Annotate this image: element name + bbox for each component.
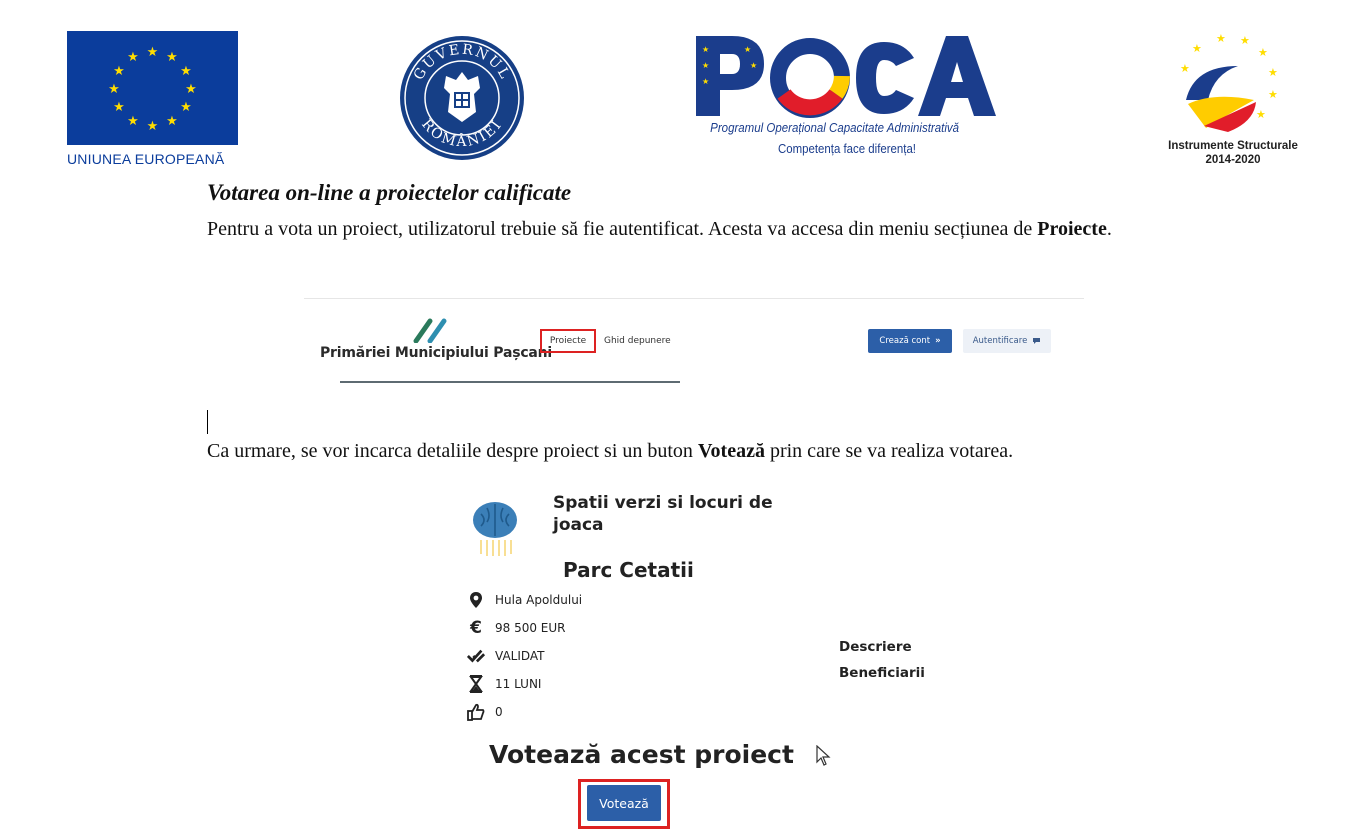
is-logo-line2: 2014-2020 <box>1205 154 1261 166</box>
svg-text:★: ★ <box>146 45 159 60</box>
project-location <box>467 591 582 609</box>
paragraph-bold-term: Votează <box>697 440 765 462</box>
duration-value: 11 LUNI <box>495 677 542 691</box>
euro-icon: € <box>470 618 482 638</box>
tab-descriere[interactable]: Descriere <box>839 639 912 655</box>
create-account-label: Crează cont <box>879 336 931 346</box>
svg-text:★: ★ <box>702 77 710 86</box>
is-logo-line1: Instrumente Structurale <box>1168 140 1298 152</box>
vote-button[interactable]: Votează <box>587 785 661 821</box>
svg-text:★: ★ <box>702 61 710 70</box>
svg-text:★: ★ <box>180 100 192 115</box>
svg-text:★: ★ <box>1258 46 1268 59</box>
text-cursor <box>207 410 208 434</box>
chat-icon <box>1032 337 1041 345</box>
paragraph-text: . <box>1106 218 1112 240</box>
svg-text:★: ★ <box>1268 88 1278 101</box>
create-account-button[interactable] <box>868 329 952 353</box>
login-button[interactable] <box>963 329 1051 353</box>
svg-text:★: ★ <box>1256 108 1266 121</box>
svg-text:★: ★ <box>1268 66 1278 79</box>
nav-link-ghid-depunere[interactable]: Ghid depunere <box>604 336 671 346</box>
svg-text:★: ★ <box>127 50 139 65</box>
project-card-screenshot <box>455 482 925 840</box>
section-heading: Votarea on-line a proiectelor calificate <box>207 180 572 205</box>
project-category: Spatii verzi si locuri de joaca <box>553 493 773 535</box>
government-seal-logo <box>398 34 526 162</box>
map-pin-icon <box>467 591 485 609</box>
instrumente-structurale-logo <box>1158 30 1308 168</box>
svg-text:GUVERNUL: GUVERNUL <box>410 41 514 83</box>
project-budget <box>467 619 566 637</box>
divider <box>340 381 680 383</box>
location-value: Hula Apoldului <box>495 593 583 607</box>
tab-beneficiarii[interactable]: Beneficiarii <box>839 665 925 681</box>
svg-text:★: ★ <box>180 64 192 79</box>
project-votes <box>467 703 503 721</box>
paragraph-text: Ca urmare, se vor incarca detaliile despre proiect si un buton <box>207 440 698 462</box>
svg-text:★: ★ <box>146 119 159 134</box>
paragraph-bold-term: Proiecte <box>1037 218 1107 240</box>
eu-stars-icon <box>67 31 238 145</box>
eu-flag-logo <box>67 31 238 145</box>
site-navbar-screenshot <box>304 298 1084 388</box>
site-logo-icon <box>412 317 452 343</box>
poca-logo <box>692 28 1002 168</box>
hourglass-icon <box>467 675 485 693</box>
site-name: Primăriei Municipiului Pașcani <box>320 345 553 361</box>
svg-text:★: ★ <box>744 45 752 54</box>
svg-text:★: ★ <box>113 64 125 79</box>
nav-link-proiecte[interactable] <box>540 329 596 353</box>
paragraph-text: prin care se va realiza votarea. <box>764 440 1014 462</box>
svg-text:★: ★ <box>1240 34 1250 47</box>
svg-text:★: ★ <box>166 50 178 65</box>
project-duration <box>467 675 541 693</box>
status-value: VALIDAT <box>495 649 545 663</box>
svg-text:★: ★ <box>702 45 710 54</box>
brain-icon <box>467 496 523 558</box>
votes-value: 0 <box>495 705 503 719</box>
svg-text:★: ★ <box>750 61 758 70</box>
svg-text:★: ★ <box>113 100 125 115</box>
thumbs-up-icon <box>467 703 485 721</box>
svg-text:★: ★ <box>1216 32 1226 45</box>
budget-value: 98 500 EUR <box>495 621 566 635</box>
project-status <box>467 647 545 665</box>
vote-heading: Votează acest proiect <box>489 740 794 769</box>
mouse-pointer-icon <box>816 745 832 767</box>
svg-text:★: ★ <box>166 114 178 129</box>
svg-text:ROMÂNIEI: ROMÂNIEI <box>418 116 506 151</box>
nav-link-label: Proiecte <box>549 336 587 346</box>
login-label: Autentificare <box>972 336 1028 346</box>
paragraph-text: Pentru a vota un proiect, utilizatorul trebuie să fie autentificat. Acesta va accesa din meniu secțiunea de <box>207 218 1038 240</box>
double-chevron-right-icon: » <box>935 336 941 346</box>
poca-slogan: Competența face diferența! <box>777 141 916 156</box>
instruction-paragraph <box>207 216 1167 242</box>
svg-text:★: ★ <box>108 82 120 97</box>
poca-subtitle: Programul Operațional Capacitate Administrativă <box>710 121 960 135</box>
instruction-paragraph-2 <box>207 438 1187 464</box>
eu-label: UNIUNEA EUROPEANĂ <box>67 151 225 167</box>
svg-text:★: ★ <box>1192 42 1202 55</box>
double-check-icon <box>467 647 485 665</box>
svg-text:★: ★ <box>127 114 139 129</box>
svg-text:★: ★ <box>185 82 197 97</box>
project-title: Parc Cetatii <box>563 558 694 582</box>
svg-text:★: ★ <box>1180 62 1190 75</box>
